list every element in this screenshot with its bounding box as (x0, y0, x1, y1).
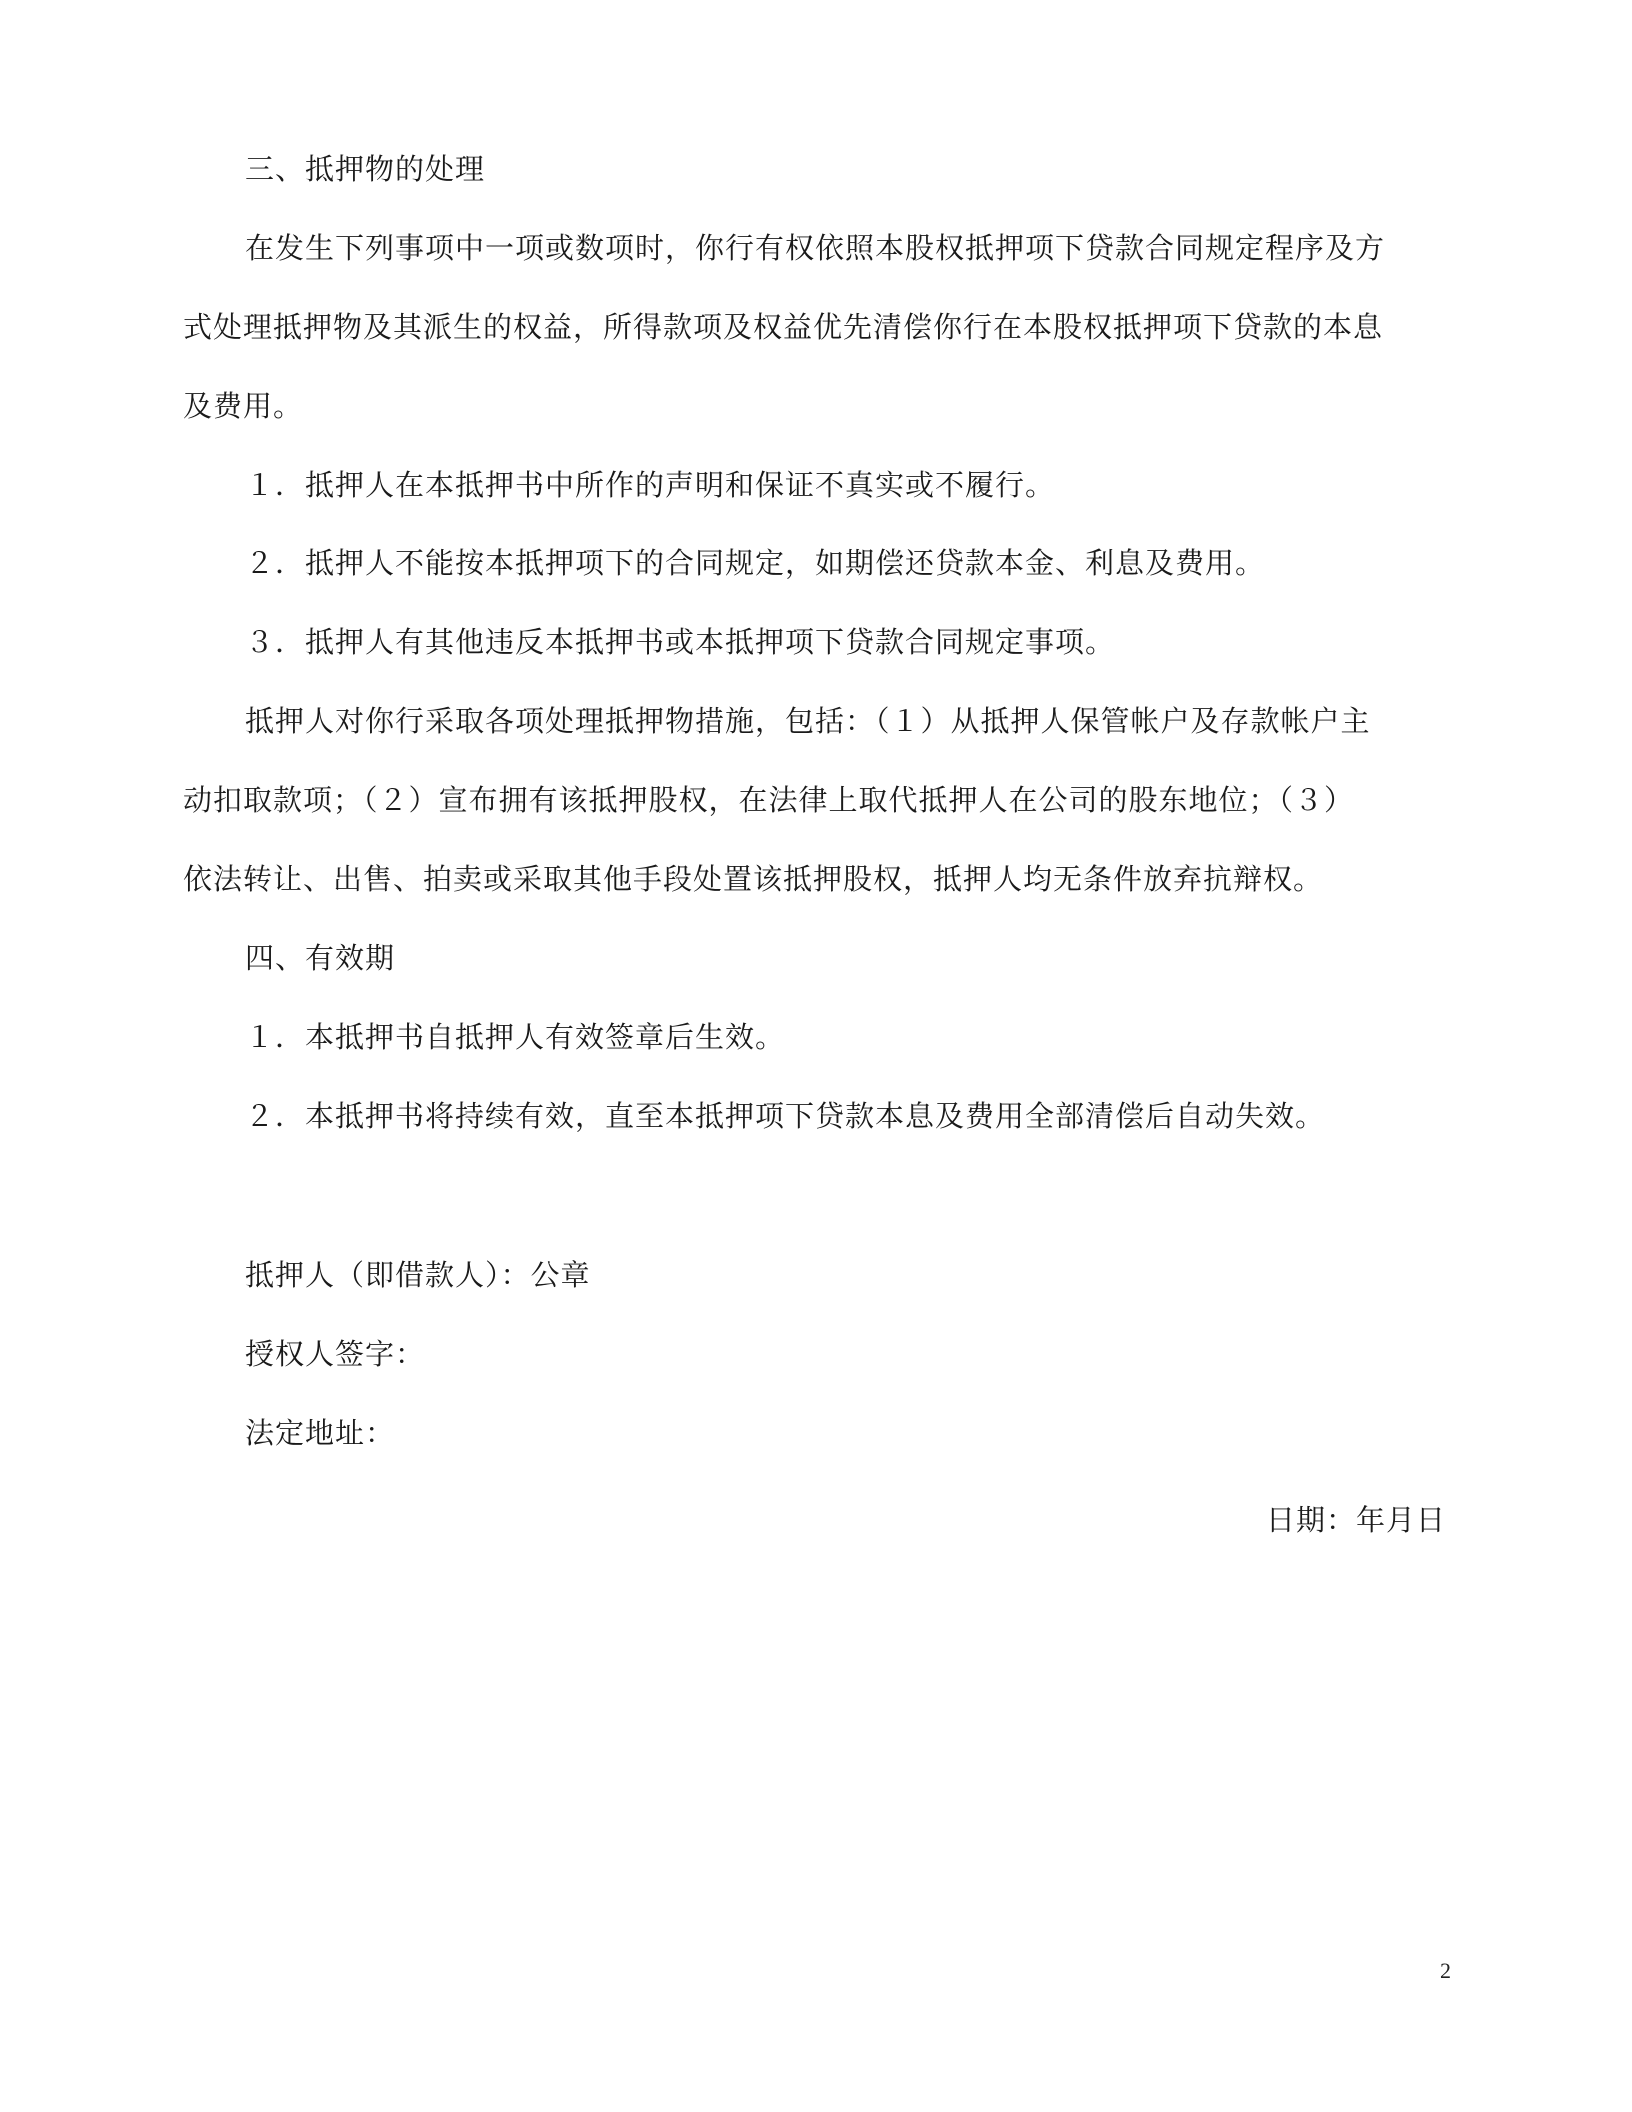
section-3-item-1: １．抵押人在本抵押书中所作的声明和保证不真实或不履行。 (245, 468, 1056, 502)
section-4-heading: 四、有效期 (245, 941, 396, 975)
section-3-item-3: ３．抵押人有其他违反本抵押书或本抵押项下贷款合同规定事项。 (245, 625, 1116, 659)
section-3-intro-line-3: 及费用。 (183, 389, 304, 423)
section-3-intro-line-1: 在发生下列事项中一项或数项时，你行有权依照本股权抵押项下贷款合同规定程序及方 (245, 231, 1386, 265)
section-3-measures-line-3: 依法转让、出售、拍卖或采取其他手段处置该抵押股权，抵押人均无条件放弃抗辩权。 (183, 862, 1324, 896)
page-number: 2 (1440, 1958, 1451, 1983)
section-3-measures-line-1: 抵押人对你行采取各项处理抵押物措施，包括：（１）从抵押人保管帐户及存款帐户主 (245, 704, 1371, 738)
legal-address-line: 法定地址： (245, 1416, 396, 1450)
section-3-heading: 三、抵押物的处理 (245, 152, 486, 186)
date-line: 日期：年月日 (1265, 1503, 1446, 1537)
section-4-item-2: ２．本抵押书将持续有效，直至本抵押项下贷款本息及费用全部清偿后自动失效。 (245, 1099, 1326, 1133)
section-3-item-2: ２．抵押人不能按本抵押项下的合同规定，如期偿还贷款本金、利息及费用。 (245, 546, 1266, 580)
section-3-intro-line-2: 式处理抵押物及其派生的权益，所得款项及权益优先清偿你行在本股权抵押项下贷款的本息 (183, 310, 1384, 344)
section-3-measures-line-2: 动扣取款项；（２）宣布拥有该抵押股权，在法律上取代抵押人在公司的股东地位；（３） (183, 783, 1355, 817)
mortgagor-seal-line: 抵押人（即借款人）：公章 (245, 1258, 591, 1292)
section-4-item-1: １．本抵押书自抵押人有效签章后生效。 (245, 1020, 786, 1054)
authorized-signature-line: 授权人签字： (245, 1337, 426, 1371)
